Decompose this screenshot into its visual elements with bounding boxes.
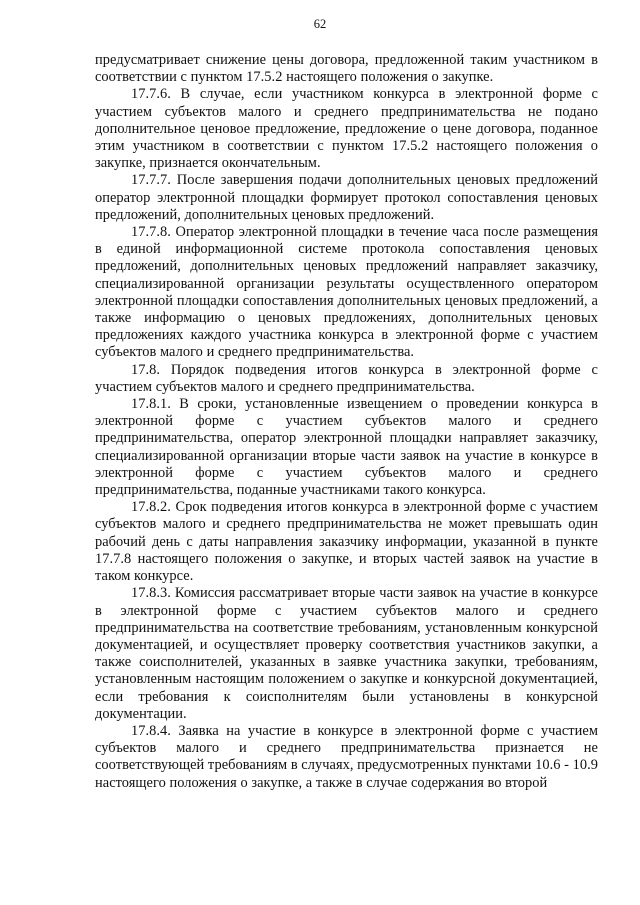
paragraph-continuation: предусматривает снижение цены договора, предложенной таким участником в соответствии с пунктом 17.5.2 настоящего положения о закупке. [95, 52, 598, 86]
paragraph-17-7-8: 17.7.8. Оператор электронной площадки в течение часа после размещения в единой информационной системе протокола сопоставления ценовых предложений, дополнительных ценовых предложений направляет заказчику, специализированной организации результаты осуществленного оператором электронной площадки сопоставления дополнительных ценовых предложений, а также информацию о ценовых предложениях, дополнительных ценовых предложениях каждого участника конкурса в электронной форме с участием субъектов малого и среднего предпринимательства. [95, 224, 598, 361]
document-body [95, 52, 598, 792]
paragraph-17-8: 17.8. Порядок подведения итогов конкурса в электронной форме с участием субъектов малого и среднего предпринимательства. [95, 361, 598, 395]
paragraph-17-8-2: 17.8.2. Срок подведения итогов конкурса в электронной форме с участием субъектов малого и среднего предпринимательства не может превышать один рабочий день с даты направления заказчику информации, указанной в пункте 17.7.8 настоящего положения о закупке, и вторых частей заявок на участие в таком конкурсе. [95, 499, 598, 585]
paragraph-17-8-1: 17.8.1. В сроки, установленные извещением о проведении конкурса в электронной форме с участием субъектов малого и среднего предпринимательства, оператор электронной площадки направляет заказчику, специализированной организации вторые части заявок на участие в конкурсе в электронной форме с участием субъектов малого и среднего предпринимательства, поданные участниками такого конкурса. [95, 396, 598, 499]
paragraph-17-8-3: 17.8.3. Комиссия рассматривает вторые части заявок на участие в конкурсе в электронной форме с участием субъектов малого и среднего предпринимательства на соответствие требованиям, установленным конкурсной документацией, и осуществляет проверку соответствия участников закупки, а также соисполнителей, указанных в заявке участника закупки, требованиям, установленным настоящим положением о закупке и конкурсной документацией, если требования к соисполнителям были установлены в конкурсной документации. [95, 585, 598, 722]
page-number: 62 [313, 17, 327, 31]
paragraph-17-7-7: 17.7.7. После завершения подачи дополнительных ценовых предложений оператор электронной площадки формирует протокол сопоставления ценовых предложений, дополнительных ценовых предложений. [95, 172, 598, 223]
paragraph-17-7-6: 17.7.6. В случае, если участником конкурса в электронной форме с участием субъектов малого и среднего предпринимательства не подано дополнительное ценовое предложение, предложение о цене договора, поданное этим участником в соответствии с пунктом 17.5.2 настоящего положения о закупке, признается окончательным. [95, 86, 598, 172]
paragraph-17-8-4: 17.8.4. Заявка на участие в конкурсе в электронной форме с участием субъектов малого и среднего предпринимательства признается не соответствующей требованиям в случаях, предусмотренных пунктами 10.6 - 10.9 настоящего положения о закупке, а также в случае содержания во второй [95, 722, 598, 791]
